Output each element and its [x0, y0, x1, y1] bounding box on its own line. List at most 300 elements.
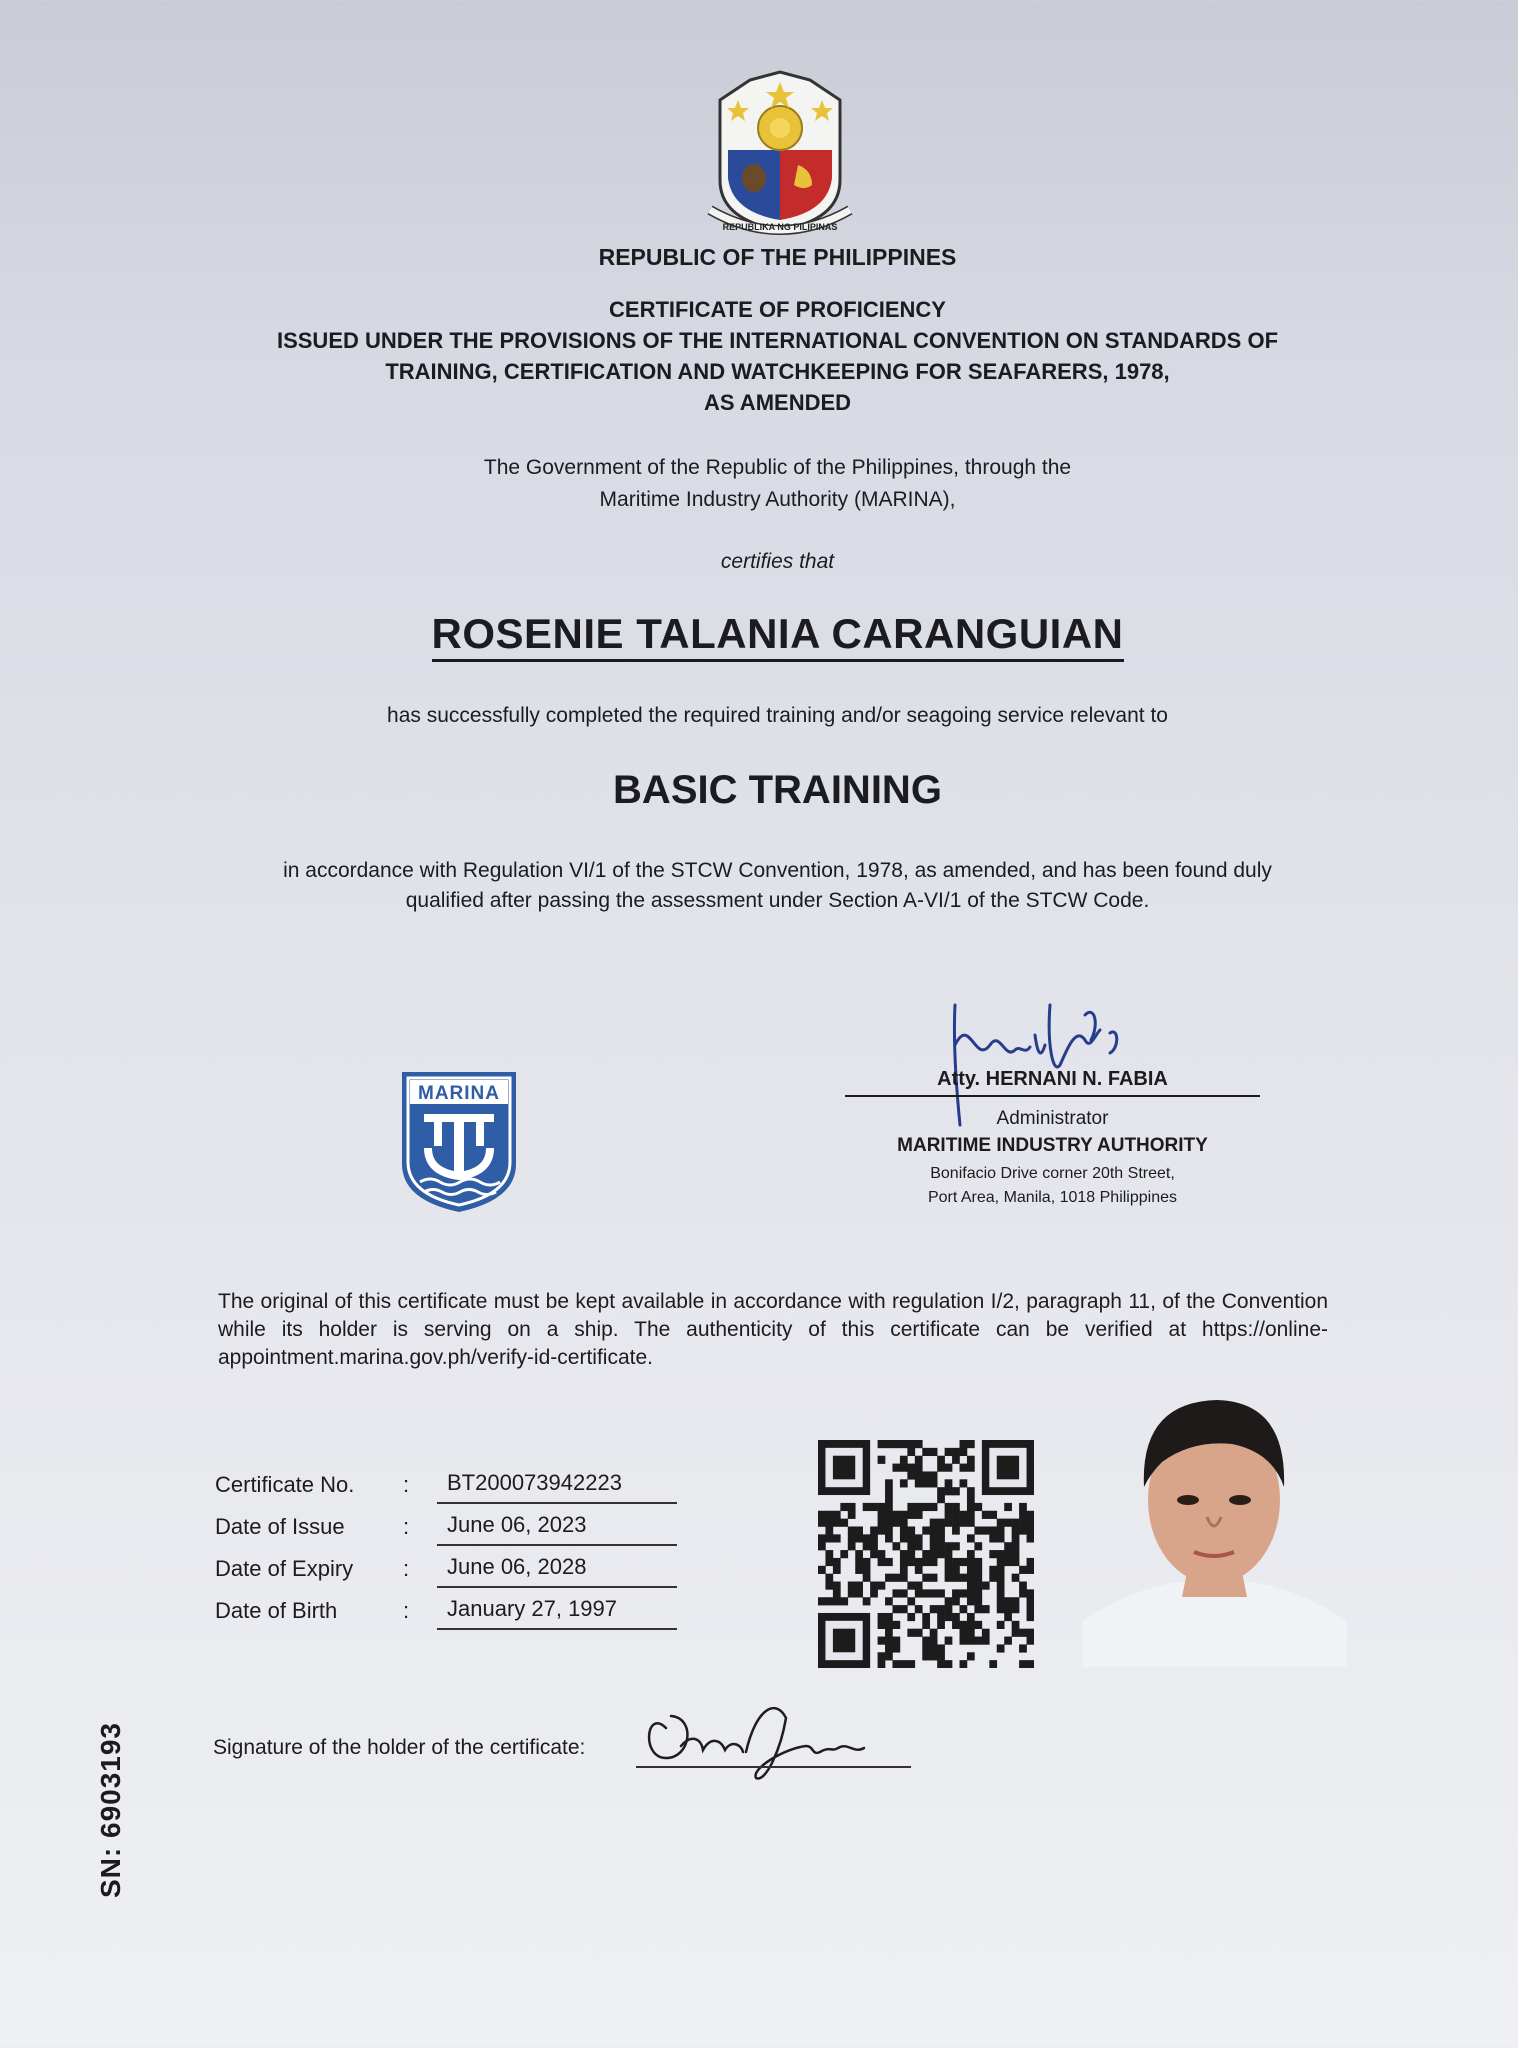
holder-signature-icon — [636, 1688, 911, 1788]
training-title: BASIC TRAINING — [613, 768, 942, 812]
qr-module — [960, 1511, 968, 1519]
qr-module — [974, 1605, 982, 1613]
qr-module — [937, 1456, 945, 1464]
qr-module — [960, 1464, 968, 1472]
qr-module — [855, 1566, 863, 1574]
qr-module — [863, 1558, 871, 1566]
qr-module — [833, 1519, 841, 1527]
qr-module — [960, 1479, 968, 1487]
government-line-1: The Government of the Republic of the Philippines, through the — [483, 456, 1072, 479]
qr-finder — [997, 1456, 1019, 1480]
qr-module — [818, 1519, 826, 1527]
qr-module — [974, 1503, 982, 1511]
qr-module — [945, 1574, 953, 1582]
qr-module — [855, 1582, 863, 1590]
qr-module — [1012, 1526, 1020, 1534]
qr-module — [825, 1534, 833, 1542]
qr-module — [930, 1519, 938, 1527]
qr-module — [915, 1605, 923, 1613]
certifies-text: certifies that — [720, 550, 835, 573]
qr-module — [840, 1597, 848, 1605]
qr-module — [945, 1613, 953, 1621]
qr-module — [907, 1582, 915, 1590]
qr-module — [900, 1558, 908, 1566]
qr-module — [952, 1589, 960, 1597]
qr-module — [870, 1550, 878, 1558]
qr-module — [833, 1534, 841, 1542]
qr-module — [1027, 1511, 1034, 1519]
qr-module — [997, 1534, 1005, 1542]
qr-module — [922, 1574, 930, 1582]
qr-module — [952, 1448, 960, 1456]
qr-module — [900, 1479, 908, 1487]
qr-module — [922, 1479, 930, 1487]
qr-module — [870, 1589, 878, 1597]
qr-module — [930, 1526, 938, 1534]
qr-module — [855, 1558, 863, 1566]
qr-module — [1019, 1660, 1027, 1668]
qr-module — [989, 1526, 997, 1534]
qr-module — [997, 1519, 1005, 1527]
qr-module — [892, 1621, 900, 1629]
qr-module — [885, 1637, 893, 1645]
qr-module — [974, 1542, 982, 1550]
qr-module — [952, 1503, 960, 1511]
qr-module — [967, 1511, 975, 1519]
qr-module — [937, 1542, 945, 1550]
qr-module — [900, 1511, 908, 1519]
field-label: Date of Expiry — [215, 1556, 354, 1581]
qr-module — [945, 1448, 953, 1456]
qr-module — [937, 1644, 945, 1652]
qr-module — [1019, 1589, 1027, 1597]
qr-module — [900, 1440, 908, 1448]
qr-module — [967, 1464, 975, 1472]
qr-module — [915, 1589, 923, 1597]
qr-module — [967, 1621, 975, 1629]
qr-module — [974, 1621, 982, 1629]
field-colon: : — [403, 1514, 410, 1539]
qr-module — [945, 1479, 953, 1487]
qr-module — [1027, 1589, 1034, 1597]
holder-signature-label: Signature of the holder of the certificate: — [213, 1736, 586, 1759]
qr-module — [952, 1621, 960, 1629]
convention-line-1: ISSUED UNDER THE PROVISIONS OF THE INTERNATIONAL CONVENTION ON STANDARDS OF — [276, 328, 1279, 353]
qr-module — [1004, 1613, 1012, 1621]
qr-module — [922, 1558, 930, 1566]
qr-module — [900, 1464, 908, 1472]
qr-module — [818, 1511, 826, 1519]
qr-module — [878, 1440, 886, 1448]
qr-module — [892, 1660, 900, 1668]
qr-module — [907, 1526, 915, 1534]
holder-name-text: ROSENIE TALANIA CARANGUIAN — [432, 610, 1124, 662]
qr-module — [967, 1566, 975, 1574]
qr-module — [878, 1558, 886, 1566]
qr-module — [922, 1526, 930, 1534]
field-value: June 06, 2028 — [437, 1554, 677, 1588]
convention-line-2: TRAINING, CERTIFICATION AND WATCHKEEPING FOR SEAFARERS, 1978, — [385, 359, 1170, 384]
qr-module — [870, 1526, 878, 1534]
qr-module — [952, 1613, 960, 1621]
qr-module — [915, 1534, 923, 1542]
qr-module — [960, 1440, 968, 1448]
certificate-type: CERTIFICATE OF PROFICIENCY — [609, 297, 946, 322]
accordance-line-2: qualified after passing the assessment under Section A-VI/1 of the STCW Code. — [405, 889, 1150, 912]
qr-module — [945, 1464, 953, 1472]
qr-module — [960, 1589, 968, 1597]
qr-module — [997, 1644, 1005, 1652]
qr-module — [818, 1597, 826, 1605]
qr-module — [885, 1495, 893, 1503]
qr-module — [878, 1621, 886, 1629]
qr-module — [833, 1558, 841, 1566]
qr-module — [1027, 1519, 1034, 1527]
qr-module — [937, 1487, 945, 1495]
qr-module — [952, 1542, 960, 1550]
qr-module — [982, 1582, 990, 1590]
qr-module — [878, 1519, 886, 1527]
holder-signature-line — [636, 1766, 911, 1768]
qr-module — [833, 1566, 841, 1574]
qr-module — [1004, 1542, 1012, 1550]
qr-module — [1004, 1605, 1012, 1613]
qr-module — [997, 1566, 1005, 1574]
administrator-title: Administrator — [996, 1108, 1109, 1129]
field-date-of-expiry — [215, 1552, 675, 1592]
qr-module — [900, 1534, 908, 1542]
qr-module — [960, 1605, 968, 1613]
qr-module — [1004, 1597, 1012, 1605]
qr-module — [1027, 1605, 1034, 1613]
qr-module — [825, 1582, 833, 1590]
field-date-of-issue — [215, 1510, 675, 1550]
qr-module — [922, 1644, 930, 1652]
qr-module — [937, 1534, 945, 1542]
marina-logo-icon — [398, 1068, 520, 1216]
qr-module — [900, 1589, 908, 1597]
qr-module — [997, 1621, 1005, 1629]
signature-line — [845, 1095, 1260, 1097]
qr-module — [1004, 1558, 1012, 1566]
qr-module — [892, 1644, 900, 1652]
qr-module — [930, 1589, 938, 1597]
qr-module — [915, 1511, 923, 1519]
qr-module — [855, 1550, 863, 1558]
qr-module — [937, 1652, 945, 1660]
qr-module — [907, 1550, 915, 1558]
qr-module — [825, 1526, 833, 1534]
qr-module — [952, 1597, 960, 1605]
qr-module — [982, 1605, 990, 1613]
qr-module — [930, 1550, 938, 1558]
qr-module — [952, 1526, 960, 1534]
qr-module — [937, 1464, 945, 1472]
qr-module — [982, 1629, 990, 1637]
qr-module — [825, 1574, 833, 1582]
qr-module — [952, 1487, 960, 1495]
qr-module — [960, 1558, 968, 1566]
qr-module — [833, 1582, 841, 1590]
qr-module — [907, 1471, 915, 1479]
qr-module — [952, 1519, 960, 1527]
qr-module — [997, 1550, 1005, 1558]
qr-module — [967, 1597, 975, 1605]
qr-module — [930, 1629, 938, 1637]
qr-module — [1027, 1629, 1034, 1637]
qr-module — [967, 1440, 975, 1448]
qr-module — [915, 1582, 923, 1590]
qr-module — [825, 1519, 833, 1527]
qr-module — [930, 1652, 938, 1660]
qr-module — [915, 1566, 923, 1574]
qr-module — [1019, 1526, 1027, 1534]
qr-module — [960, 1637, 968, 1645]
qr-module — [930, 1644, 938, 1652]
qr-module — [818, 1534, 826, 1542]
qr-module — [974, 1574, 982, 1582]
field-colon: : — [403, 1472, 410, 1497]
qr-module — [885, 1644, 893, 1652]
qr-module — [1019, 1503, 1027, 1511]
qr-module — [960, 1621, 968, 1629]
qr-module — [974, 1526, 982, 1534]
country-title: REPUBLIC OF THE PHILIPPINES — [598, 244, 957, 270]
qr-module — [952, 1456, 960, 1464]
qr-module — [952, 1558, 960, 1566]
qr-module — [892, 1542, 900, 1550]
qr-module — [945, 1519, 953, 1527]
qr-module — [1012, 1629, 1020, 1637]
qr-module — [878, 1613, 886, 1621]
qr-module — [997, 1558, 1005, 1566]
qr-module — [960, 1574, 968, 1582]
qr-module — [907, 1503, 915, 1511]
qr-finder — [833, 1456, 855, 1480]
government-line-2: Maritime Industry Authority (MARINA), — [599, 488, 956, 511]
qr-module — [863, 1574, 871, 1582]
field-certificate-number — [215, 1468, 675, 1508]
qr-module — [1012, 1519, 1020, 1527]
qr-module — [900, 1566, 908, 1574]
qr-module — [907, 1613, 915, 1621]
qr-module — [900, 1519, 908, 1527]
qr-module — [1012, 1621, 1020, 1629]
qr-module — [1027, 1613, 1034, 1621]
qr-module — [1004, 1637, 1012, 1645]
qr-module — [967, 1613, 975, 1621]
qr-module — [1019, 1582, 1027, 1590]
qr-module — [907, 1511, 915, 1519]
qr-finder — [833, 1629, 855, 1653]
qr-module — [930, 1637, 938, 1645]
qr-module — [870, 1582, 878, 1590]
completed-text: has successfully completed the required training and/or seagoing service relevant to — [387, 704, 1168, 727]
qr-module — [915, 1503, 923, 1511]
qr-module — [967, 1629, 975, 1637]
qr-module — [848, 1534, 856, 1542]
qr-module — [989, 1534, 997, 1542]
qr-module — [937, 1495, 945, 1503]
qr-module — [1012, 1550, 1020, 1558]
qr-module — [900, 1550, 908, 1558]
qr-module — [967, 1495, 975, 1503]
qr-module — [952, 1511, 960, 1519]
qr-module — [885, 1534, 893, 1542]
qr-module — [863, 1597, 871, 1605]
qr-module — [1012, 1597, 1020, 1605]
qr-module — [1012, 1574, 1020, 1582]
qr-module — [989, 1566, 997, 1574]
field-label: Date of Birth — [215, 1598, 338, 1623]
qr-module — [878, 1660, 886, 1668]
qr-module — [915, 1456, 923, 1464]
qr-module — [915, 1479, 923, 1487]
qr-module — [945, 1566, 953, 1574]
qr-module — [930, 1479, 938, 1487]
qr-module — [937, 1519, 945, 1527]
qr-module — [960, 1448, 968, 1456]
philippine-seal-icon — [690, 60, 870, 240]
qr-module — [937, 1621, 945, 1629]
qr-module — [997, 1574, 1005, 1582]
qr-module — [825, 1558, 833, 1566]
qr-module — [945, 1637, 953, 1645]
qr-module — [878, 1503, 886, 1511]
qr-module — [922, 1589, 930, 1597]
qr-module — [900, 1456, 908, 1464]
qr-module — [967, 1574, 975, 1582]
qr-module — [997, 1605, 1005, 1613]
qr-module — [907, 1440, 915, 1448]
qr-module — [952, 1574, 960, 1582]
qr-module — [967, 1519, 975, 1527]
qr-module — [930, 1542, 938, 1550]
qr-module — [907, 1660, 915, 1668]
qr-module — [907, 1464, 915, 1472]
qr-module — [967, 1550, 975, 1558]
qr-module — [974, 1589, 982, 1597]
qr-module — [885, 1613, 893, 1621]
qr-module — [937, 1660, 945, 1668]
qr-module — [885, 1519, 893, 1527]
qr-module — [840, 1503, 848, 1511]
qr-module — [945, 1542, 953, 1550]
qr-module — [848, 1503, 856, 1511]
qr-module — [878, 1652, 886, 1660]
qr-module — [1027, 1534, 1034, 1542]
qr-module — [1012, 1558, 1020, 1566]
qr-module — [1027, 1637, 1034, 1645]
qr-module — [907, 1597, 915, 1605]
qr-module — [885, 1440, 893, 1448]
qr-module — [960, 1629, 968, 1637]
qr-module — [1019, 1644, 1027, 1652]
qr-module — [922, 1621, 930, 1629]
qr-module — [974, 1597, 982, 1605]
holder-name — [0, 610, 1518, 658]
qr-module — [1027, 1597, 1034, 1605]
authority-name: MARITIME INDUSTRY AUTHORITY — [897, 1135, 1208, 1156]
qr-module — [937, 1550, 945, 1558]
qr-module — [967, 1652, 975, 1660]
address-line-1: Bonifacio Drive corner 20th Street, — [930, 1165, 1175, 1182]
qr-module — [967, 1582, 975, 1590]
qr-module — [989, 1574, 997, 1582]
qr-module — [848, 1542, 856, 1550]
qr-module — [945, 1558, 953, 1566]
qr-module — [960, 1519, 968, 1527]
qr-module — [915, 1542, 923, 1550]
qr-module — [1012, 1534, 1020, 1542]
qr-code-icon — [818, 1440, 1034, 1668]
qr-module — [863, 1503, 871, 1511]
holder-photo — [1082, 1382, 1347, 1667]
qr-module — [989, 1660, 997, 1668]
qr-module — [930, 1558, 938, 1566]
qr-module — [1012, 1605, 1020, 1613]
qr-module — [967, 1534, 975, 1542]
qr-module — [930, 1471, 938, 1479]
qr-module — [967, 1558, 975, 1566]
qr-module — [974, 1558, 982, 1566]
qr-module — [974, 1582, 982, 1590]
qr-module — [945, 1550, 953, 1558]
qr-module — [967, 1637, 975, 1645]
qr-module — [907, 1629, 915, 1637]
qr-module — [915, 1464, 923, 1472]
field-value: BT200073942223 — [437, 1470, 677, 1504]
qr-module — [825, 1597, 833, 1605]
qr-module — [915, 1558, 923, 1566]
qr-module — [848, 1511, 856, 1519]
qr-module — [1004, 1519, 1012, 1527]
field-colon: : — [403, 1598, 410, 1623]
qr-module — [997, 1582, 1005, 1590]
qr-module — [848, 1589, 856, 1597]
qr-module — [900, 1526, 908, 1534]
qr-module — [870, 1503, 878, 1511]
qr-module — [907, 1448, 915, 1456]
qr-module — [930, 1605, 938, 1613]
qr-module — [863, 1542, 871, 1550]
qr-module — [967, 1456, 975, 1464]
qr-module — [974, 1637, 982, 1645]
qr-module — [848, 1526, 856, 1534]
qr-module — [825, 1550, 833, 1558]
field-date-of-birth — [215, 1594, 675, 1634]
qr-module — [1004, 1503, 1012, 1511]
qr-module — [892, 1440, 900, 1448]
qr-module — [915, 1471, 923, 1479]
qr-module — [885, 1574, 893, 1582]
qr-module — [892, 1605, 900, 1613]
qr-module — [930, 1574, 938, 1582]
qr-module — [825, 1511, 833, 1519]
qr-module — [922, 1637, 930, 1645]
qr-module — [818, 1566, 826, 1574]
qr-module — [878, 1526, 886, 1534]
qr-module — [892, 1519, 900, 1527]
field-label: Certificate No. — [215, 1472, 355, 1497]
field-label: Date of Issue — [215, 1514, 345, 1539]
qr-module — [855, 1589, 863, 1597]
qr-module — [878, 1511, 886, 1519]
qr-module — [997, 1597, 1005, 1605]
qr-module — [840, 1519, 848, 1527]
field-colon: : — [403, 1556, 410, 1581]
qr-module — [922, 1652, 930, 1660]
